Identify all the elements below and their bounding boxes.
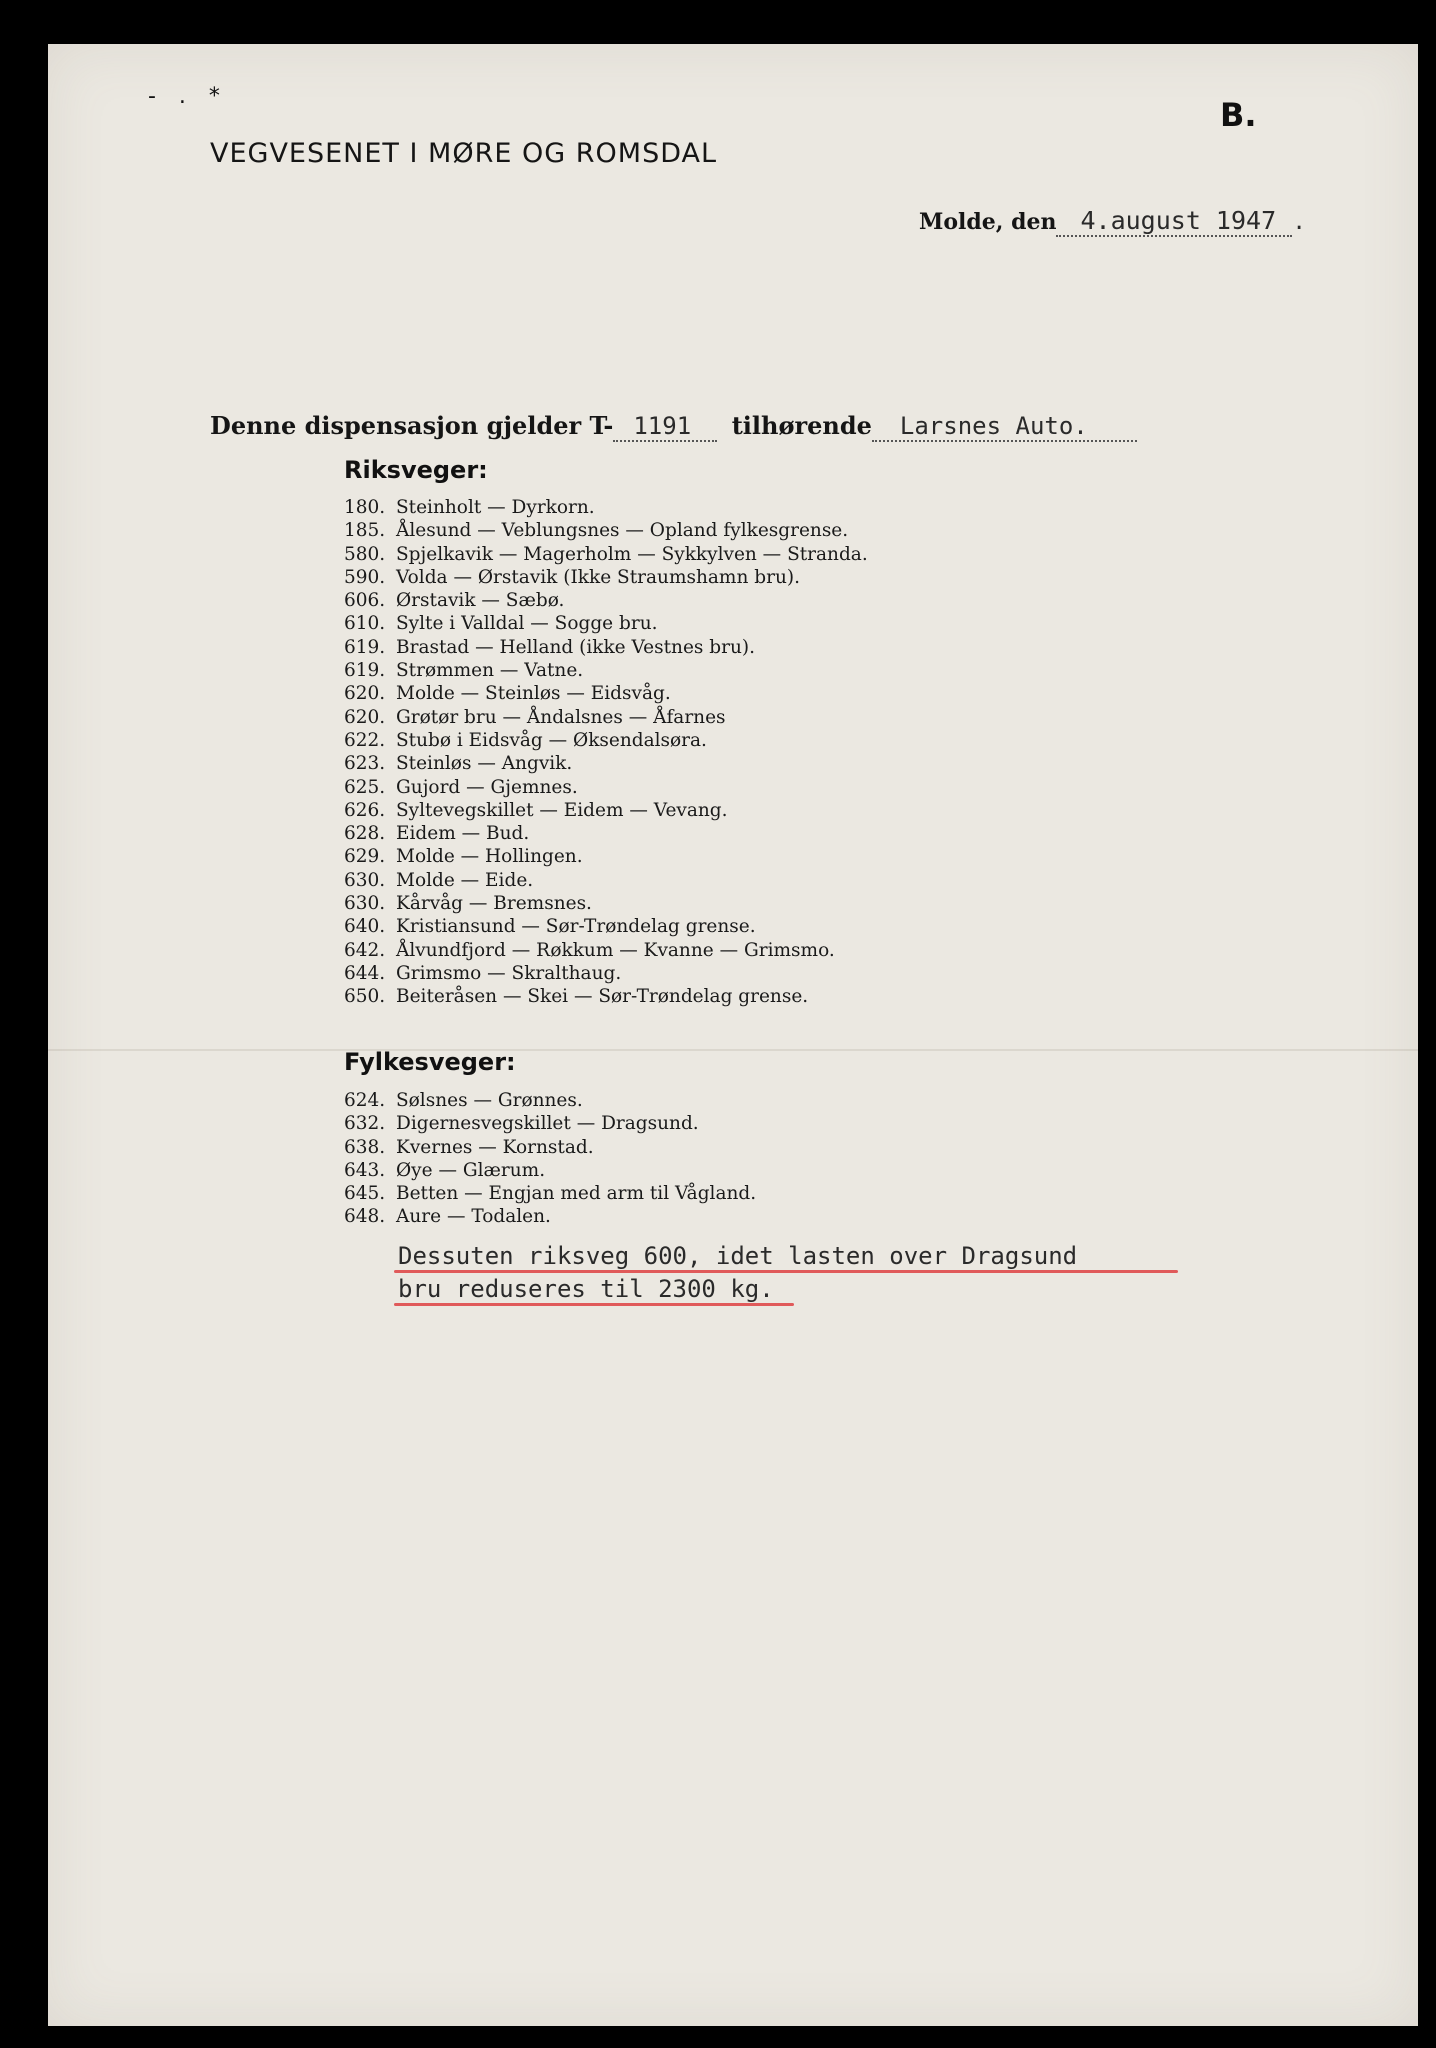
route-number: 624. xyxy=(344,1090,386,1111)
route-row xyxy=(344,845,868,868)
paper-fold-line xyxy=(48,1049,1418,1051)
route-name: Aure — Todalen. xyxy=(396,1206,551,1228)
route-number: 644. xyxy=(344,962,386,984)
route-number: 628. xyxy=(344,823,386,845)
route-number: 622. xyxy=(344,729,386,751)
route-row xyxy=(344,636,868,659)
series-mark: B. xyxy=(1220,96,1257,134)
route-row xyxy=(344,1136,756,1159)
route-row xyxy=(344,1205,756,1228)
route-number: 619. xyxy=(344,636,386,658)
route-row xyxy=(344,1182,756,1205)
route-row xyxy=(344,962,868,985)
route-row xyxy=(344,496,868,519)
route-name: Molde — Hollingen. xyxy=(396,846,583,868)
route-number: 580. xyxy=(344,543,386,565)
route-number: 648. xyxy=(344,1206,386,1228)
riksveger-heading: Riksveger: xyxy=(344,456,488,484)
route-row xyxy=(344,543,868,566)
route-row xyxy=(344,892,868,915)
route-number: 610. xyxy=(344,613,386,635)
route-name: Ålvundfjord — Røkkum — Kvanne — Grimsmo. xyxy=(396,939,835,961)
corner-specks: - . * xyxy=(148,84,228,109)
route-row xyxy=(344,682,868,705)
route-number: 625. xyxy=(344,776,386,798)
date-terminator: . xyxy=(1292,210,1306,235)
route-name: Brastad — Helland (ikke Vestnes bru). xyxy=(396,636,755,658)
route-number: 629. xyxy=(344,846,386,868)
route-number: 643. xyxy=(344,1159,386,1181)
route-number: 619. xyxy=(344,660,386,682)
route-number: 645. xyxy=(344,1183,386,1205)
document-page xyxy=(48,44,1418,2026)
route-name: Eidem — Bud. xyxy=(396,823,530,845)
note-text-2: bru reduseres til 2300 kg. xyxy=(398,1275,774,1303)
route-name: Beiteråsen — Skei — Sør-Trøndelag grense. xyxy=(396,986,809,1008)
route-number: 626. xyxy=(344,799,386,821)
route-number: 638. xyxy=(344,1136,386,1158)
route-number: 590. xyxy=(344,566,386,588)
route-row xyxy=(344,1089,756,1112)
route-name: Sylte i Valldal — Sogge bru. xyxy=(396,613,658,635)
route-name: Gujord — Gjemnes. xyxy=(396,776,578,798)
route-row xyxy=(344,706,868,729)
route-name: Betten — Engjan med arm til Vågland. xyxy=(396,1183,757,1205)
organization-title: VEGVESENET I MØRE OG ROMSDAL xyxy=(210,138,718,169)
route-name: Strømmen — Vatne. xyxy=(396,660,584,682)
route-number: 650. xyxy=(344,986,386,1008)
dispensation-label: Denne dispensasjon gjelder T- xyxy=(210,411,614,440)
route-name: Spjelkavik — Magerholm — Sykkylven — Stranda. xyxy=(396,543,868,565)
route-row xyxy=(344,589,868,612)
route-name: Ålesund — Veblungsnes — Opland fylkesgrense. xyxy=(396,520,849,542)
route-name: Molde — Steinløs — Eidsvåg. xyxy=(396,683,671,705)
owner-name: Larsnes Auto. xyxy=(872,412,1137,442)
route-row xyxy=(344,776,868,799)
route-name: Volda — Ørstavik (Ikke Straumshamn bru). xyxy=(396,566,800,588)
route-name: Steinholt — Dyrkorn. xyxy=(396,497,595,518)
route-row xyxy=(344,729,868,752)
route-name: Stubø i Eidsvåg — Øksendalsøra. xyxy=(396,729,707,751)
route-row xyxy=(344,566,868,589)
registration-number: 1191 xyxy=(613,412,717,442)
route-row xyxy=(344,822,868,845)
owner-label: tilhørende xyxy=(731,411,872,440)
route-number: 642. xyxy=(344,939,386,961)
route-row xyxy=(344,915,868,938)
route-row xyxy=(344,799,868,822)
route-row xyxy=(344,939,868,962)
route-row xyxy=(344,1112,756,1135)
note-text-1: Dessuten riksveg 600, idet lasten over Dragsund xyxy=(398,1242,1078,1270)
route-name: Grimsmo — Skralthaug. xyxy=(396,962,622,984)
route-row xyxy=(344,519,868,542)
route-name: Steinløs — Angvik. xyxy=(396,753,573,775)
date-label: Molde, den xyxy=(919,209,1057,235)
route-row xyxy=(344,659,868,682)
red-underline xyxy=(394,1303,794,1306)
route-name: Øye — Glærum. xyxy=(396,1159,546,1181)
route-row xyxy=(344,752,868,775)
riksveger-list xyxy=(344,496,868,1009)
dispensation-line xyxy=(210,411,1137,442)
route-name: Molde — Eide. xyxy=(396,869,534,891)
route-row xyxy=(344,612,868,635)
date-value: 4.august 1947 xyxy=(1056,206,1292,237)
route-name: Kristiansund — Sør-Trøndelag grense. xyxy=(396,916,756,938)
typed-note xyxy=(398,1240,1077,1306)
route-row xyxy=(344,985,868,1008)
route-name: Kvernes — Kornstad. xyxy=(396,1136,594,1158)
route-name: Grøtør bru — Åndalsnes — Åfarnes xyxy=(396,706,726,728)
route-number: 632. xyxy=(344,1113,386,1135)
note-line-1 xyxy=(398,1240,1077,1273)
route-name: Ørstavik — Sæbø. xyxy=(396,590,565,612)
route-number: 185. xyxy=(344,520,386,542)
route-name: Sølsnes — Grønnes. xyxy=(396,1090,583,1111)
fylkesveger-heading: Fylkesveger: xyxy=(344,1048,516,1076)
route-row xyxy=(344,1159,756,1182)
note-line-2 xyxy=(398,1273,1077,1306)
route-number: 640. xyxy=(344,916,386,938)
route-name: Digernesvegskillet — Dragsund. xyxy=(396,1113,699,1135)
route-name: Kårvåg — Bremsnes. xyxy=(396,893,592,915)
route-number: 620. xyxy=(344,683,386,705)
route-row xyxy=(344,869,868,892)
route-number: 630. xyxy=(344,869,386,891)
fylkesveger-list xyxy=(344,1089,756,1229)
route-number: 623. xyxy=(344,753,386,775)
route-name: Syltevegskillet — Eidem — Vevang. xyxy=(396,799,728,821)
route-number: 606. xyxy=(344,590,386,612)
date-line xyxy=(919,206,1306,237)
route-number: 620. xyxy=(344,706,386,728)
route-number: 630. xyxy=(344,893,386,915)
route-number: 180. xyxy=(344,497,386,518)
